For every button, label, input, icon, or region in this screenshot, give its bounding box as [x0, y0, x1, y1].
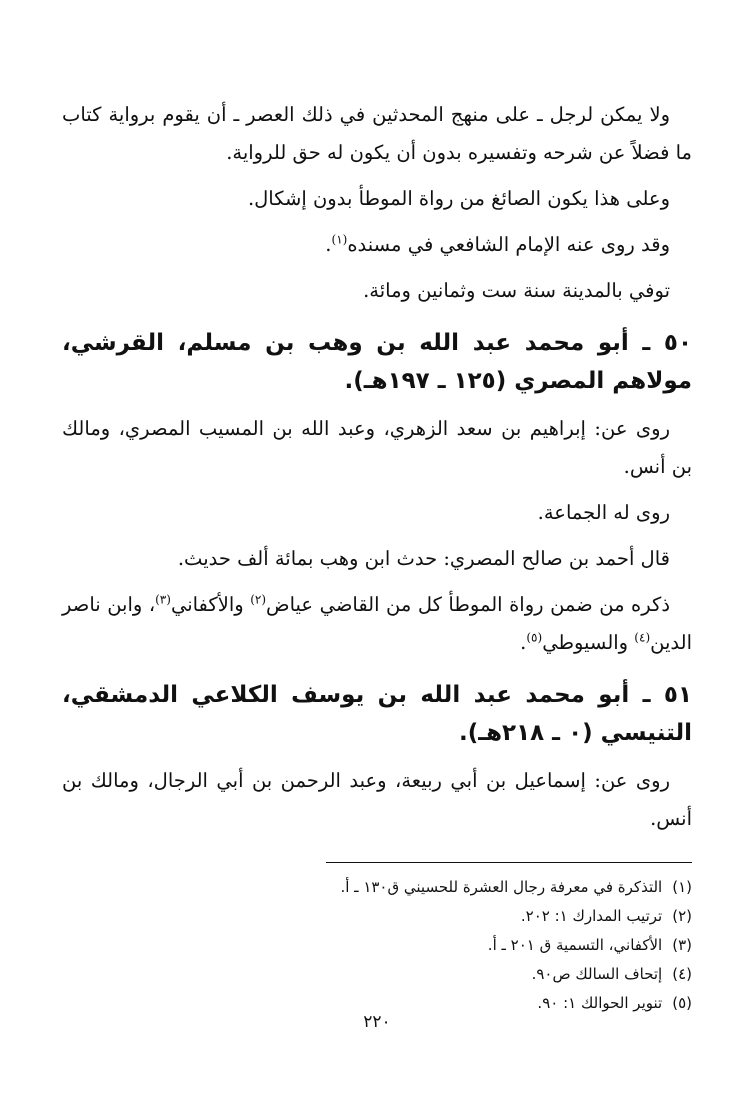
entry-50-narrated-from: روى عن: إبراهيم بن سعد الزهري، وعبد الله بن المسيب المصري، ومالك بن أنس. — [62, 417, 692, 478]
footnote-1 — [62, 873, 692, 902]
footnotes-list — [62, 873, 692, 1018]
footnote-2 — [62, 902, 692, 931]
musnad-end: . — [325, 233, 332, 256]
entry-51-heading: ٥١ ـ أبو محمد عبد الله بن يوسف الكلاعي الدمشقي، التنيسي (٠ ـ ٢١٨هـ). — [62, 682, 692, 746]
paragraph-no-narration-without-right: ولا يمكن لرجل ـ على منهج المحدثين في ذلك العصر ـ أن يقوم برواية كتاب ما فضلاً عن شرحه وتفسيره بدون أن يكون له حق للرواية. — [62, 103, 692, 164]
footnote-text: التذكرة في معرفة رجال العشرة للحسيني ق١٣٠ ـ أ. — [340, 878, 663, 896]
mentioned-part-3: ، وابن ناصر الدين — [62, 593, 692, 654]
footnote-ref-5: (٥) — [526, 630, 543, 645]
mentioned-part-4: والسيوطي — [542, 631, 635, 654]
footnote-number: (٤) — [672, 965, 692, 983]
page-number: ٢٢٠ — [363, 1012, 391, 1032]
entry-50-heading: ٥٠ ـ أبو محمد عبد الله بن وهب بن مسلم، القرشي، مولاهم المصري (١٢٥ ـ ١٩٧هـ). — [62, 330, 692, 394]
mentioned-part-5: . — [520, 631, 527, 654]
footnote-number: (٢) — [672, 907, 692, 925]
paragraph-saigh-narrator: وعلى هذا يكون الصائغ من رواة الموطأ بدون إشكال. — [247, 187, 670, 210]
musnad-text: وقد روى عنه الإمام الشافعي في مسنده — [347, 233, 670, 256]
page-body — [62, 96, 692, 1018]
footnote-ref-3: (٣) — [155, 592, 171, 607]
footnote-text: ترتيب المدارك ١: ٢٠٢. — [520, 907, 663, 925]
footnote-number: (٥) — [672, 994, 692, 1012]
footnote-text: تنوير الحوالك ١: ٩٠. — [537, 994, 663, 1012]
mentioned-part-1: ذكره من ضمن رواة الموطأ كل من القاضي عياض — [266, 593, 670, 616]
entry-51-narrated-from: روى عن: إسماعيل بن أبي ربيعة، وعبد الرحمن بن أبي الرجال، ومالك بن أنس. — [62, 769, 692, 830]
footnote-text: الأكفاني، التسمية ق ٢٠١ ـ أ. — [487, 936, 663, 954]
footnote-number: (١) — [672, 878, 692, 896]
entry-50-narrated-by: روى له الجماعة. — [537, 501, 670, 524]
entry-50-quote: قال أحمد بن صالح المصري: حدث ابن وهب بمائة ألف حديث. — [177, 547, 670, 570]
footnote-4 — [62, 960, 692, 989]
footnote-number: (٣) — [672, 936, 692, 954]
paragraph-death: توفي بالمدينة سنة ست وثمانين ومائة. — [363, 279, 670, 302]
footnote-text: إتحاف السالك ص٩٠. — [531, 965, 663, 983]
footnote-ref-1: (١) — [331, 232, 348, 247]
entry-50-mentioned — [62, 586, 692, 662]
footnote-divider — [326, 862, 692, 863]
paragraph-shafii-musnad — [62, 226, 692, 264]
footnote-3 — [62, 931, 692, 960]
mentioned-part-2: والأكفاني — [170, 593, 251, 616]
footnote-ref-2: (٢) — [250, 592, 267, 607]
footnote-ref-4: (٤) — [634, 630, 651, 645]
